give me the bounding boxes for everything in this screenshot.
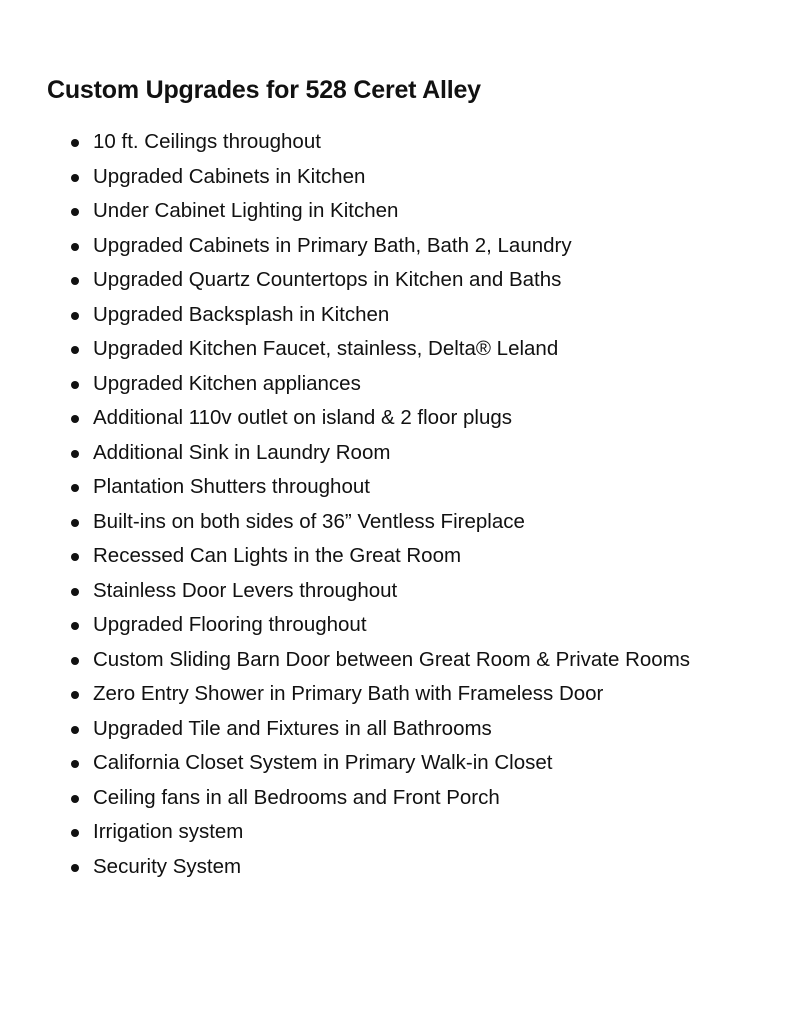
bullet-icon [71, 277, 79, 285]
list-item-text: Additional 110v outlet on island & 2 floor plugs [93, 406, 513, 429]
bullet-icon [71, 657, 79, 665]
bullet-icon [71, 484, 79, 492]
list-item [0, 815, 690, 850]
list-item-text: Upgraded Cabinets in Primary Bath, Bath 2, Laundry [93, 233, 572, 257]
list-item-text: Zero Entry Shower in Primary Bath with Frameless Door [93, 682, 604, 705]
list-item-text: Security System [93, 854, 242, 878]
bullet-icon [71, 312, 79, 320]
list-item [0, 436, 690, 471]
list-item-text: Upgraded Flooring throughout [93, 613, 367, 636]
bullet-icon [71, 450, 79, 458]
list-item-text: Built-ins on both sides of 36” Ventless Fireplace [93, 509, 525, 533]
list-item [0, 332, 690, 367]
list-item [0, 401, 690, 436]
bullet-icon [71, 243, 79, 251]
list-item-text: 10 ft. Ceilings throughout [93, 130, 321, 153]
list-item-text: Upgraded Tile and Fixtures in all Bathrooms [93, 716, 492, 740]
list-item [0, 850, 690, 885]
list-item-text: Custom Sliding Barn Door between Great Room & Private Rooms [93, 647, 691, 671]
list-item-text: Recessed Can Lights in the Great Room [93, 544, 462, 567]
bullet-icon [71, 691, 79, 699]
list-item [0, 677, 690, 712]
list-item [0, 263, 690, 298]
bullet-icon [71, 519, 79, 527]
bullet-icon [71, 415, 79, 423]
bullet-icon [71, 760, 79, 768]
list-item [0, 712, 690, 747]
list-item [0, 160, 690, 195]
list-item-text: Stainless Door Levers throughout [93, 578, 398, 602]
list-item [0, 746, 690, 781]
list-item-text: Plantation Shutters throughout [93, 475, 370, 498]
list-item [0, 194, 690, 229]
list-item [0, 505, 690, 540]
list-item [0, 298, 690, 333]
list-item-text: Upgraded Kitchen appliances [93, 371, 361, 395]
list-item-text: Upgraded Cabinets in Kitchen [93, 164, 366, 188]
bullet-icon [71, 346, 79, 354]
list-item [0, 470, 690, 505]
bullet-icon [71, 864, 79, 872]
list-item-text: Upgraded Kitchen Faucet, stainless, Delta® Leland [93, 337, 559, 360]
bullet-icon [71, 726, 79, 734]
list-item [0, 229, 690, 264]
list-item [0, 367, 690, 402]
upgrade-list [0, 125, 690, 884]
list-item [0, 608, 690, 643]
bullet-icon [71, 139, 79, 147]
bullet-icon [71, 553, 79, 561]
list-item-text: Upgraded Quartz Countertops in Kitchen and Baths [93, 268, 562, 291]
list-item-text: California Closet System in Primary Walk-in Closet [93, 751, 553, 774]
list-item [0, 643, 690, 678]
bullet-icon [71, 381, 79, 389]
page-title: Custom Upgrades for 528 Ceret Alley [47, 76, 481, 104]
list-item [0, 574, 690, 609]
bullet-icon [71, 829, 79, 837]
list-item-text: Ceiling fans in all Bedrooms and Front Porch [93, 785, 500, 809]
list-item [0, 539, 690, 574]
bullet-icon [71, 795, 79, 803]
list-item-text: Additional Sink in Laundry Room [93, 440, 391, 464]
bullet-icon [71, 622, 79, 630]
bullet-icon [71, 208, 79, 216]
list-item-text: Under Cabinet Lighting in Kitchen [93, 199, 399, 222]
list-item [0, 125, 690, 160]
list-item-text: Irrigation system [93, 820, 244, 843]
bullet-icon [71, 588, 79, 596]
list-item-text: Upgraded Backsplash in Kitchen [93, 302, 390, 326]
list-item [0, 781, 690, 816]
bullet-icon [71, 174, 79, 182]
